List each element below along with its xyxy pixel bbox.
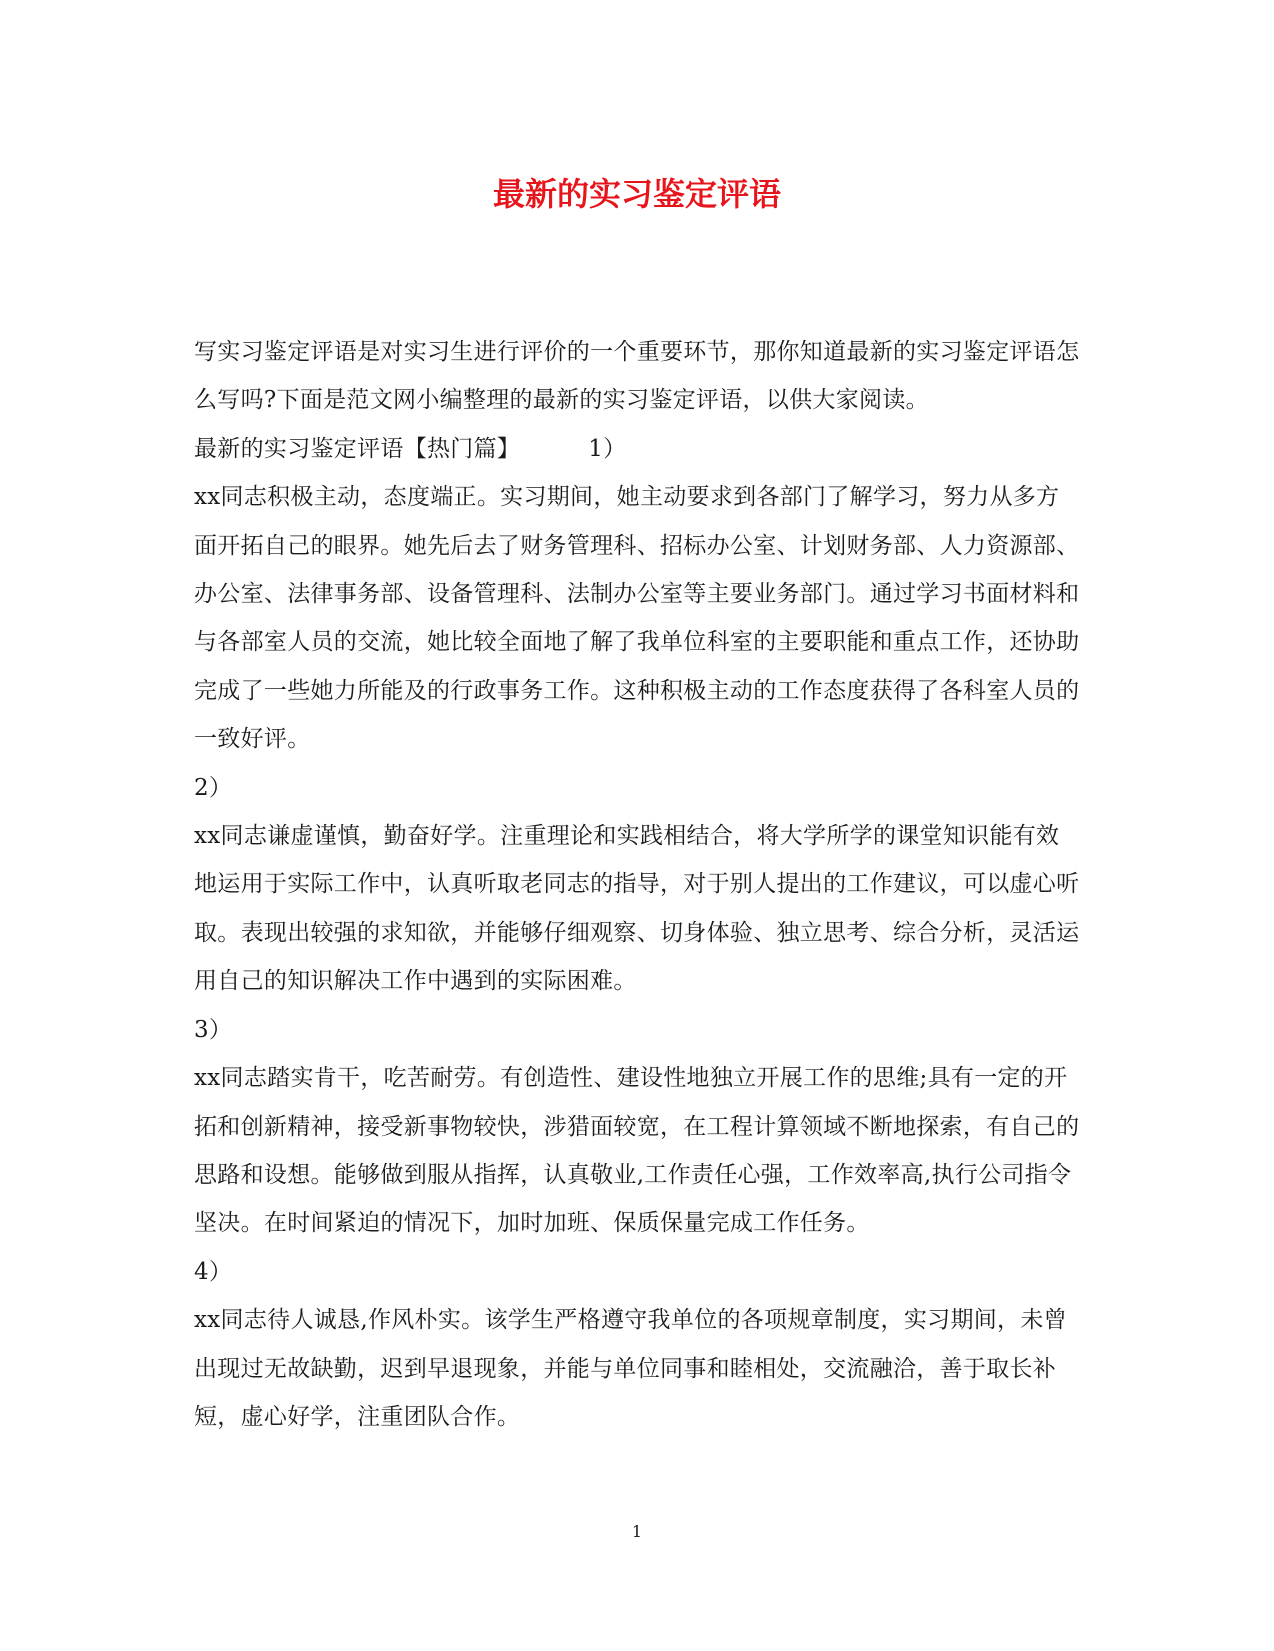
section-heading: 最新的实习鉴定评语【热门篇】 — [194, 435, 521, 462]
section-heading-line — [194, 425, 1080, 473]
intro-paragraph: 写实习鉴定评语是对实习生进行评价的一个重要环节，那你知道最新的实习鉴定评语怎么写吗?下面是范文网小编整理的最新的实习鉴定评语，以供大家阅读。 — [194, 339, 1080, 414]
item-number: 3） — [194, 1016, 233, 1043]
item-number: 2） — [194, 774, 233, 801]
item-paragraph: xx同志踏实肯干，吃苦耐劳。有创造性、建设性地独立开展工作的思维;具有一定的开拓和创新精神，接受新事物较快，涉猎面较宽，在工程计算领域不断地探索，有自己的思路和设想。能够做到服从指挥，认真敬业,工作责任心强，工作效率高,执行公司指令坚决。在时间紧迫的情况下，加时加班、保质保量完成工作任务。 — [194, 1065, 1080, 1237]
item-paragraph: xx同志待人诚恳,作风朴实。该学生严格遵守我单位的各项规章制度，实习期间，未曾出现过无故缺勤，迟到早退现象，并能与单位同事和睦相处，交流融洽，善于取长补短，虚心好学，注重团队合作。 — [194, 1307, 1067, 1430]
document-body — [194, 328, 1080, 1441]
item-number: 1） — [588, 435, 627, 462]
item-number: 4） — [194, 1258, 233, 1285]
document-title: 最新的实习鉴定评语 — [492, 175, 781, 213]
item-paragraph: xx同志谦虚谨慎，勤奋好学。注重理论和实践相结合，将大学所学的课堂知识能有效地运用于实际工作中，认真听取老同志的指导，对于别人提出的工作建议，可以虚心听取。表现出较强的求知欲，并能够仔细观察、切身体验、独立思考、综合分析，灵活运用自己的知识解决工作中遇到的实际困难。 — [194, 823, 1080, 995]
item-paragraph: xx同志积极主动，态度端正。实习期间，她主动要求到各部门了解学习，努力从多方面开拓自己的眼界。她先后去了财务管理科、招标办公室、计划财务部、人力资源部、办公室、法律事务部、设备管理科、法制办公室等主要业务部门。通过学习书面材料和与各部室人员的交流，她比较全面地了解了我单位科室的主要职能和重点工作，还协助完成了一些她力所能及的行政事务工作。这种积极主动的工作态度获得了各科室人员的一致好评。 — [194, 484, 1080, 753]
page-number: 1 — [631, 1522, 643, 1541]
